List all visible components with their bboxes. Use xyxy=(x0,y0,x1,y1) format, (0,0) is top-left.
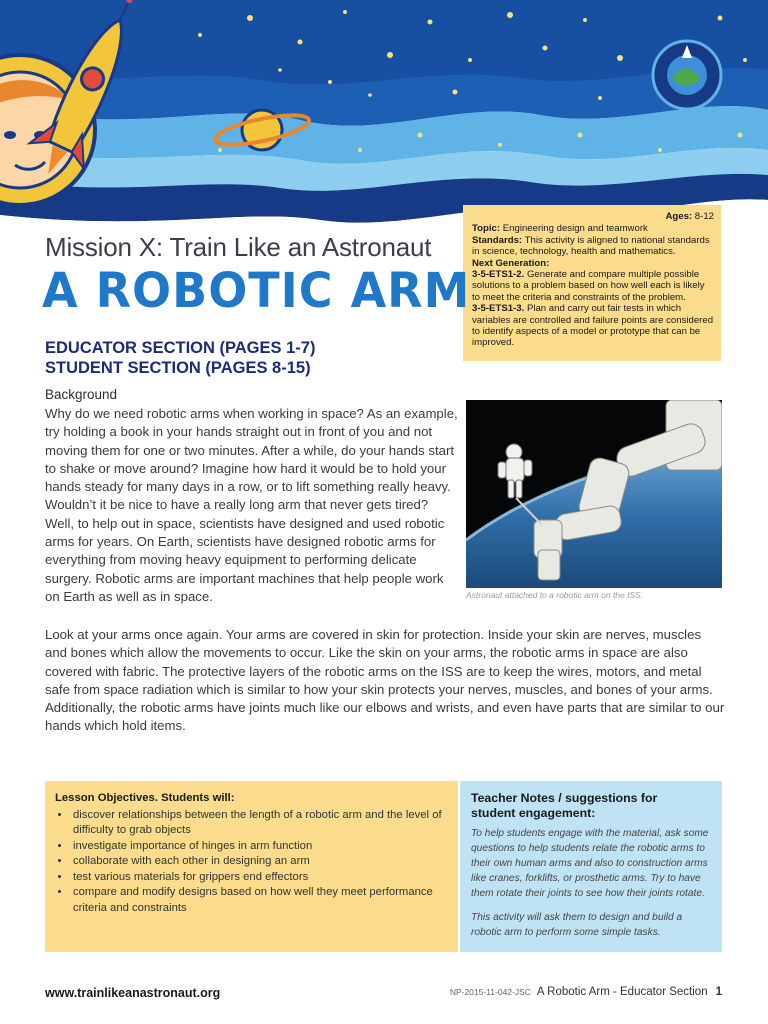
objectives-heading: Lesson Objectives. Students will: xyxy=(55,792,235,804)
mission-title: Mission X: Train Like an Astronaut xyxy=(45,232,432,262)
standard-ets1-3: 3-5-ETS1-3. Plan and carry out fair tests in which variables are controlled and failure points are considered to identify aspects of a model or prototype that can be improved. xyxy=(472,303,714,349)
ages-line: Ages: 8-12 xyxy=(665,211,714,222)
list-item: • test various materials for grippers end effectors xyxy=(71,870,448,886)
teacher-notes-paragraph-1: To help students engage with the material, ask some questions to help students relate the robotic arms to their own human arms and also to construction arms like cranes, forklifts, or prosthetic arms. Try to have them rotate their joints to see how their joints rotate. xyxy=(471,828,709,899)
objectives-list xyxy=(55,808,448,917)
list-item: • discover relationships between the length of a robotic arm and the level of difficulty to grab objects xyxy=(71,808,448,839)
page-number: 1 xyxy=(715,986,722,998)
footer-page-info xyxy=(450,986,722,998)
student-section-heading: STUDENT SECTION (PAGES 8-15) xyxy=(45,359,311,377)
topic-line: Topic: Engineering design and teamwork xyxy=(472,223,648,235)
list-item: • investigate importance of hinges in arm function xyxy=(71,839,448,855)
list-item: • compare and modify designs based on how well they meet performance criteria and constraints xyxy=(71,885,448,916)
background-paragraph-2: Look at your arms once again. Your arms are covered in skin for protection. Inside your skin are nerves, muscles and bones which allow the movements to occur. Like the skin on your arms, the robotic arms in space are also covered with fabric. The protective layers of the robotic arms on the ISS are to keep the wires, motors, and metal safe from space radiation which is similar to how your skin protects your nerves, muscles, and bones of your arms. Additionally, the robotic arms have joints much like our elbows and wrists, and even have parts that are similar to our hands which hold items. xyxy=(45,627,725,734)
background-paragraph-1: Why do we need robotic arms when working in space? As an example, try holding a book in your hands straight out in front of you and not moving them for one or two minutes. After a while, do your hands start to shake or move around? Imagine how hard it would be to hold your hands steady for many days in a row, or to lift something really heavy. Wouldn’t it be nice to have a really long arm that never gets tired? Well, to help out in space, scientists have designed and used robotic arms for years. On Earth, scientists have designed robotic arms for everything from moving heavy equipment to performing delicate surgery. Robotic arms are important machines that help people work on Earth as well as in space. xyxy=(45,406,458,604)
educator-section-heading: EDUCATOR SECTION (PAGES 1-7) xyxy=(45,339,316,357)
next-generation-heading: Next Generation: xyxy=(472,257,550,269)
document-code: NP-2015-11-042-JSC xyxy=(449,987,531,997)
standards-line: Standards: This activity is aligned to national standards in science, technology, health and mathematics. xyxy=(472,234,710,258)
space-banner-illustration xyxy=(0,0,768,240)
photo-caption: Astronaut attached to a robotic arm on the ISS. xyxy=(466,590,644,600)
website-link[interactable]: www.trainlikeanastronaut.org xyxy=(45,986,221,1000)
astronaut-robotic-arm-photo xyxy=(466,400,722,588)
info-sidebar xyxy=(463,205,721,361)
footer-title: A Robotic Arm - Educator Section xyxy=(536,986,708,998)
teacher-notes-box xyxy=(460,781,722,952)
background-heading: Background xyxy=(45,387,118,402)
teacher-notes-paragraph-2: This activity will ask them to design and build a robotic arm to perform some simple tasks. xyxy=(471,912,683,938)
lesson-objectives-box xyxy=(45,781,458,952)
mission-patch-logo xyxy=(653,41,721,109)
page-title: A ROBOTIC ARM xyxy=(42,262,471,319)
standard-ets1-2: 3-5-ETS1-2. Generate and compare multiple possible solutions to a problem based on how well each is likely to meet the criteria and constraints of the problem. xyxy=(472,269,705,303)
list-item: • collaborate with each other in designing an arm xyxy=(71,854,448,870)
teacher-notes-heading: Teacher Notes / suggestions for student engagement: xyxy=(471,791,658,820)
